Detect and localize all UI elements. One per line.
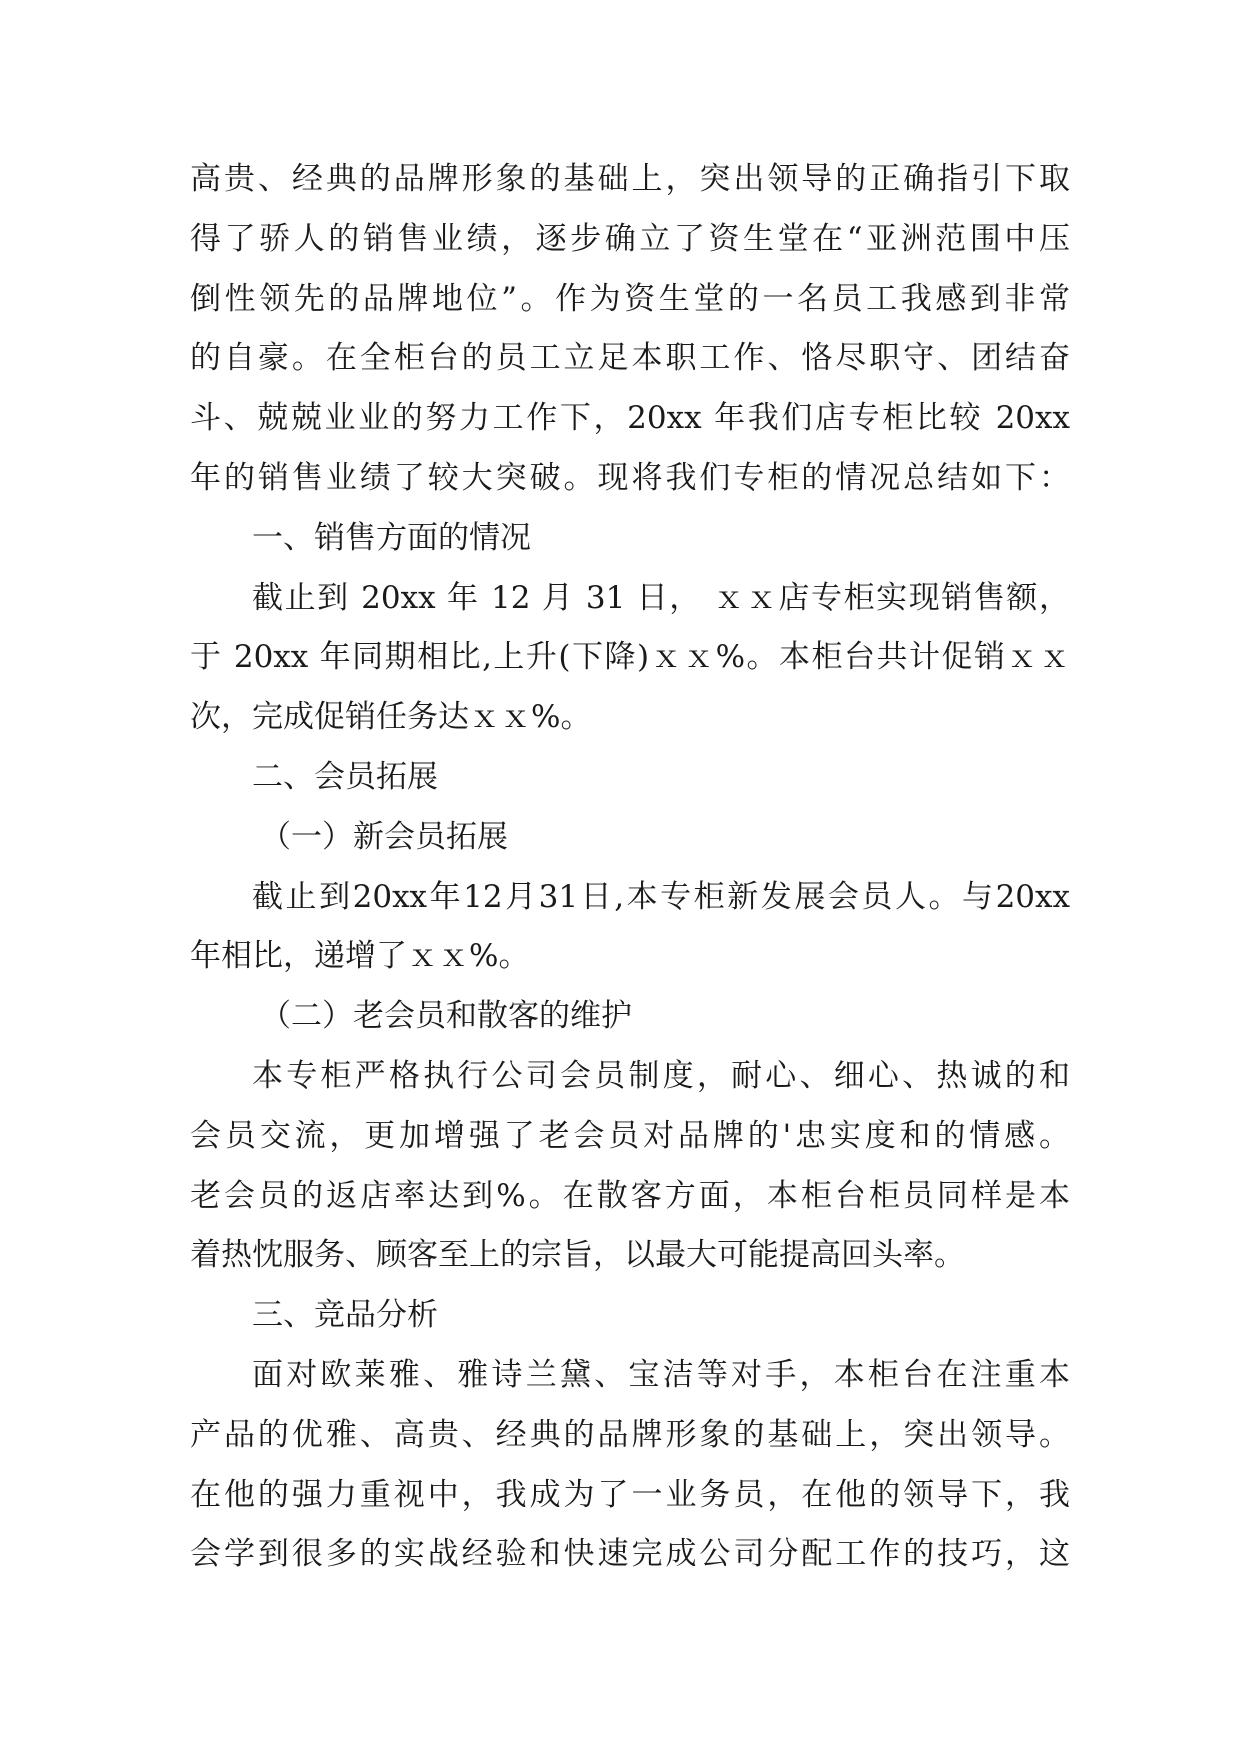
paragraph-line: 截止到 20xx 年 12 月 31 日， ｘｘ店专柜实现销售额， xyxy=(252,579,1070,616)
section-heading-members: 二、会员拓展 xyxy=(252,758,438,795)
paragraph-line: 于 20xx 年同期相比,上升(下降)ｘｘ%。本柜台共计促销ｘｘ xyxy=(190,639,1070,676)
subsection-heading-old-members: （二）老会员和散客的维护 xyxy=(260,998,632,1035)
paragraph-line: 产品的优雅、高贵、经典的品牌形象的基础上，突出领导。 xyxy=(190,1416,1070,1453)
document-body xyxy=(190,150,1070,1585)
paragraph-line: 在他的强力重视中，我成为了一业务员，在他的领导下，我 xyxy=(190,1476,1070,1513)
section-heading-competitors: 三、竞品分析 xyxy=(252,1297,438,1334)
paragraph-line: 截止到20xx年12月31日,本专柜新发展会员人。与20xx xyxy=(252,878,1070,915)
section-heading-sales: 一、销售方面的情况 xyxy=(252,519,531,556)
paragraph-line: 得了骄人的销售业绩，逐步确立了资生堂在“亚洲范围中压 xyxy=(190,220,1070,257)
paragraph-line: 老会员的返店率达到%。在散客方面，本柜台柜员同样是本 xyxy=(190,1177,1070,1214)
paragraph-line: 面对欧莱雅、雅诗兰黛、宝洁等对手，本柜台在注重本 xyxy=(252,1356,1070,1393)
paragraph-line: 倒性领先的品牌地位”。作为资生堂的一名员工我感到非常 xyxy=(190,280,1070,317)
paragraph-line: 年的销售业绩了较大突破。现将我们专柜的情况总结如下： xyxy=(190,459,1070,496)
paragraph-line: 本专柜严格执行公司会员制度，耐心、细心、热诚的和 xyxy=(252,1057,1070,1094)
paragraph-line: 会员交流，更加增强了老会员对品牌的'忠实度和的情感。 xyxy=(190,1117,1070,1154)
paragraph-line: 年相比，递增了ｘｘ%。 xyxy=(190,938,530,975)
paragraph-line: 的自豪。在全柜台的员工立足本职工作、恪尽职守、团结奋 xyxy=(190,340,1070,377)
paragraph-line: 高贵、经典的品牌形象的基础上，突出领导的正确指引下取 xyxy=(190,161,1070,197)
paragraph-line: 会学到很多的实战经验和快速完成公司分配工作的技巧，这 xyxy=(190,1536,1070,1573)
paragraph-line: 次，完成促销任务达ｘｘ%。 xyxy=(190,699,592,736)
paragraph-line: 斗、兢兢业业的努力工作下，20xx 年我们店专柜比较 20xx xyxy=(190,400,1070,437)
subsection-heading-new-members: （一）新会员拓展 xyxy=(260,818,508,855)
paragraph-line: 着热忱服务、顾客至上的宗旨，以最大可能提高回头率。 xyxy=(190,1237,965,1274)
